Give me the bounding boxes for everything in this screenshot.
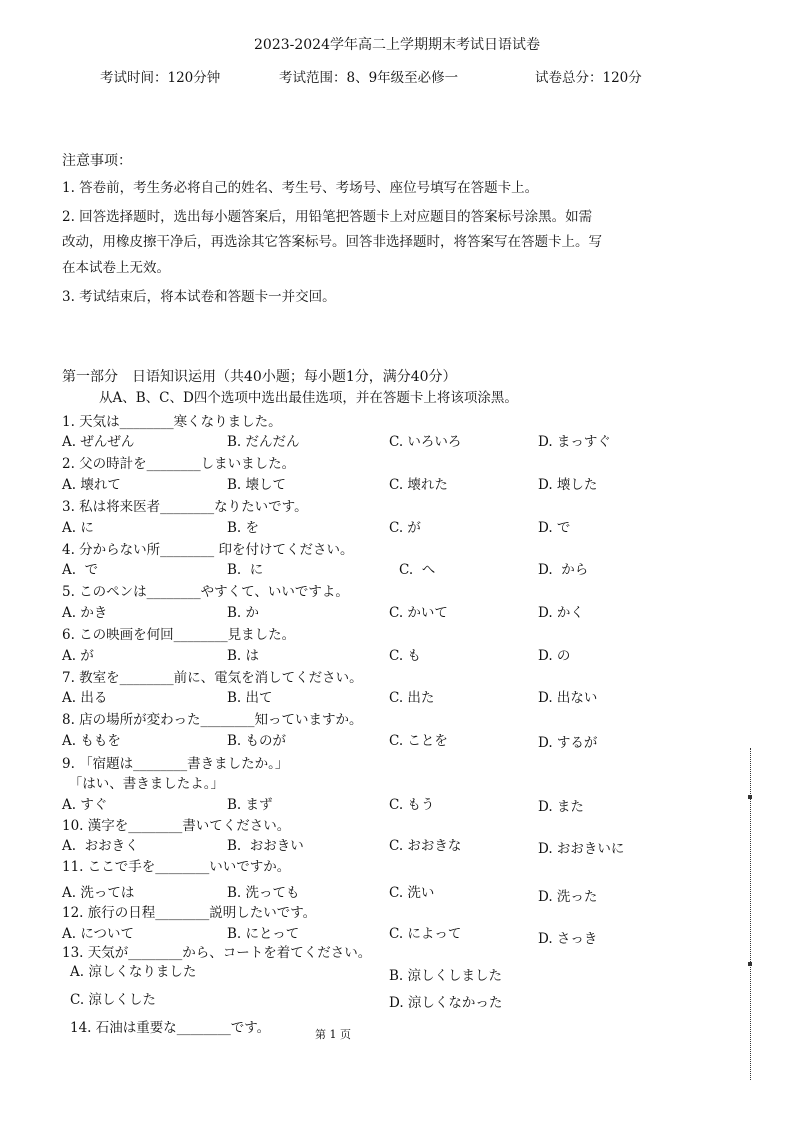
option-a: A. で xyxy=(62,562,99,578)
option-b: B. は xyxy=(227,648,260,664)
option-d: D. まっすぐ xyxy=(538,434,611,450)
note-line: 2. 回答选择题时，选出每小题答案后，用铅笔把答题卡上对应题目的答案标号涂黑。如需 xyxy=(62,209,593,225)
option-d: D. 洗った xyxy=(538,889,598,905)
option-b: B. ものが xyxy=(227,733,287,749)
option-d: D. また xyxy=(538,799,584,815)
option-c: C. もう xyxy=(389,797,435,813)
option-c: C. によって xyxy=(389,926,462,942)
question-stem: 9. 「宿題は________書きましたか。」 xyxy=(62,756,289,772)
question-stem: 11. ここで手を________いいですか。 xyxy=(62,859,291,875)
option-b: B. か xyxy=(227,605,260,621)
exam-title: 2023-2024学年高二上学期期末考试日语试卷 xyxy=(254,37,540,53)
option-c: C. 壊れた xyxy=(389,477,448,493)
option-a: A. について xyxy=(62,926,135,942)
note-line: 3. 考试结束后，将本试卷和答题卡一并交回。 xyxy=(62,289,336,305)
option-d: D. 涼しくなかった xyxy=(389,995,503,1011)
question-stem-continued: 「はい、書きましたよ。」 xyxy=(62,776,224,792)
page-number: 第 1 页 xyxy=(315,1028,351,1041)
option-c: C. 洗い xyxy=(389,885,435,901)
option-d: D. から xyxy=(538,562,589,578)
question-stem: 4. 分からない所________ 印を付けてください。 xyxy=(62,542,354,558)
option-c: C. おおきな xyxy=(389,838,462,854)
exam-scope: 考试范围：8、9年级至必修一 xyxy=(279,70,459,86)
option-a: A. かき xyxy=(62,605,108,621)
option-c: C. かいて xyxy=(389,605,448,621)
option-a: A. おおきく xyxy=(62,838,139,854)
question-stem: 1. 天気は________寒くなりました。 xyxy=(62,414,282,430)
note-line: 改动，用橡皮擦干净后，再选涂其它答案标号。回答非选择题时，将答案写在答题卡上。写 xyxy=(62,234,602,250)
option-b: B. に xyxy=(227,562,264,578)
option-d: D. するが xyxy=(538,735,598,751)
option-b: B. 出て xyxy=(227,690,273,706)
question-stem: 5. このペンは________やすくて、いいですよ。 xyxy=(62,584,349,600)
option-d: D. かく xyxy=(538,605,584,621)
question-stem: 13. 天気が________から、コートを着てください。 xyxy=(62,945,372,961)
section-instructions: 从A、B、C、D四个选项中选出最佳选项，并在答题卡上将该项涂黑。 xyxy=(99,390,518,406)
option-b: B. おおきい xyxy=(227,838,304,854)
note-line: 1. 答卷前，考生务必将自己的姓名、考生号、考场号、座位号填写在答题卡上。 xyxy=(62,180,539,196)
option-a: A. ぜんぜん xyxy=(62,434,135,450)
question-stem: 14. 石油は重要な________です。 xyxy=(70,1020,271,1036)
question-stem: 12. 旅行の日程________説明したいです。 xyxy=(62,905,317,921)
option-d: D. 出ない xyxy=(538,690,598,706)
option-a: A. 壊れて xyxy=(62,477,121,493)
question-stem: 6. この映画を何回________見ました。 xyxy=(62,627,296,643)
question-stem: 8. 店の場所が変わった________知っていますか。 xyxy=(62,712,363,728)
option-a: A. ももを xyxy=(62,733,121,749)
option-c: C. へ xyxy=(399,562,436,578)
exam-total-score: 试卷总分：120分 xyxy=(535,70,642,86)
option-d: D. さっき xyxy=(538,931,598,947)
option-c: C. が xyxy=(389,520,421,536)
option-b: B. にとって xyxy=(227,926,300,942)
option-c: C. ことを xyxy=(389,733,448,749)
question-stem: 3. 私は将来医者________なりたいです。 xyxy=(62,499,308,515)
section-heading: 第一部分 日语知识运用（共40小题；每小题1分，满分40分） xyxy=(62,369,457,385)
option-a: A. すぐ xyxy=(62,797,108,813)
question-stem: 7. 教室を________前に、電気を消してください。 xyxy=(62,670,363,686)
option-c: C. いろいろ xyxy=(389,434,462,450)
option-b: B. 洗っても xyxy=(227,885,300,901)
binding-mark xyxy=(748,795,752,799)
notes-heading: 注意事项： xyxy=(62,153,132,169)
note-line: 在本试卷上无效。 xyxy=(62,260,170,276)
option-c: C. も xyxy=(389,648,421,664)
option-d: D. で xyxy=(538,520,571,536)
option-a: A. に xyxy=(62,520,94,536)
option-b: B. を xyxy=(227,520,260,536)
option-a: A. 涼しくなりました xyxy=(70,964,197,980)
option-c: C. 涼しくした xyxy=(70,992,156,1008)
option-b: B. まず xyxy=(227,797,273,813)
exam-time: 考试时间：120分钟 xyxy=(100,70,221,86)
option-a: A. 洗っては xyxy=(62,885,135,901)
question-stem: 10. 漢字を________書いてください。 xyxy=(62,818,291,834)
option-d: D. おおきいに xyxy=(538,841,625,857)
option-a: A. 出る xyxy=(62,690,108,706)
option-d: D. の xyxy=(538,648,571,664)
binding-mark xyxy=(748,962,752,966)
option-c: C. 出た xyxy=(389,690,435,706)
option-b: B. 壊して xyxy=(227,477,287,493)
option-b: B. だんだん xyxy=(227,434,300,450)
option-a: A. が xyxy=(62,648,94,664)
option-d: D. 壊した xyxy=(538,477,598,493)
question-stem: 2. 父の時計を________しまいました。 xyxy=(62,456,296,472)
option-b: B. 涼しくしました xyxy=(389,968,503,984)
